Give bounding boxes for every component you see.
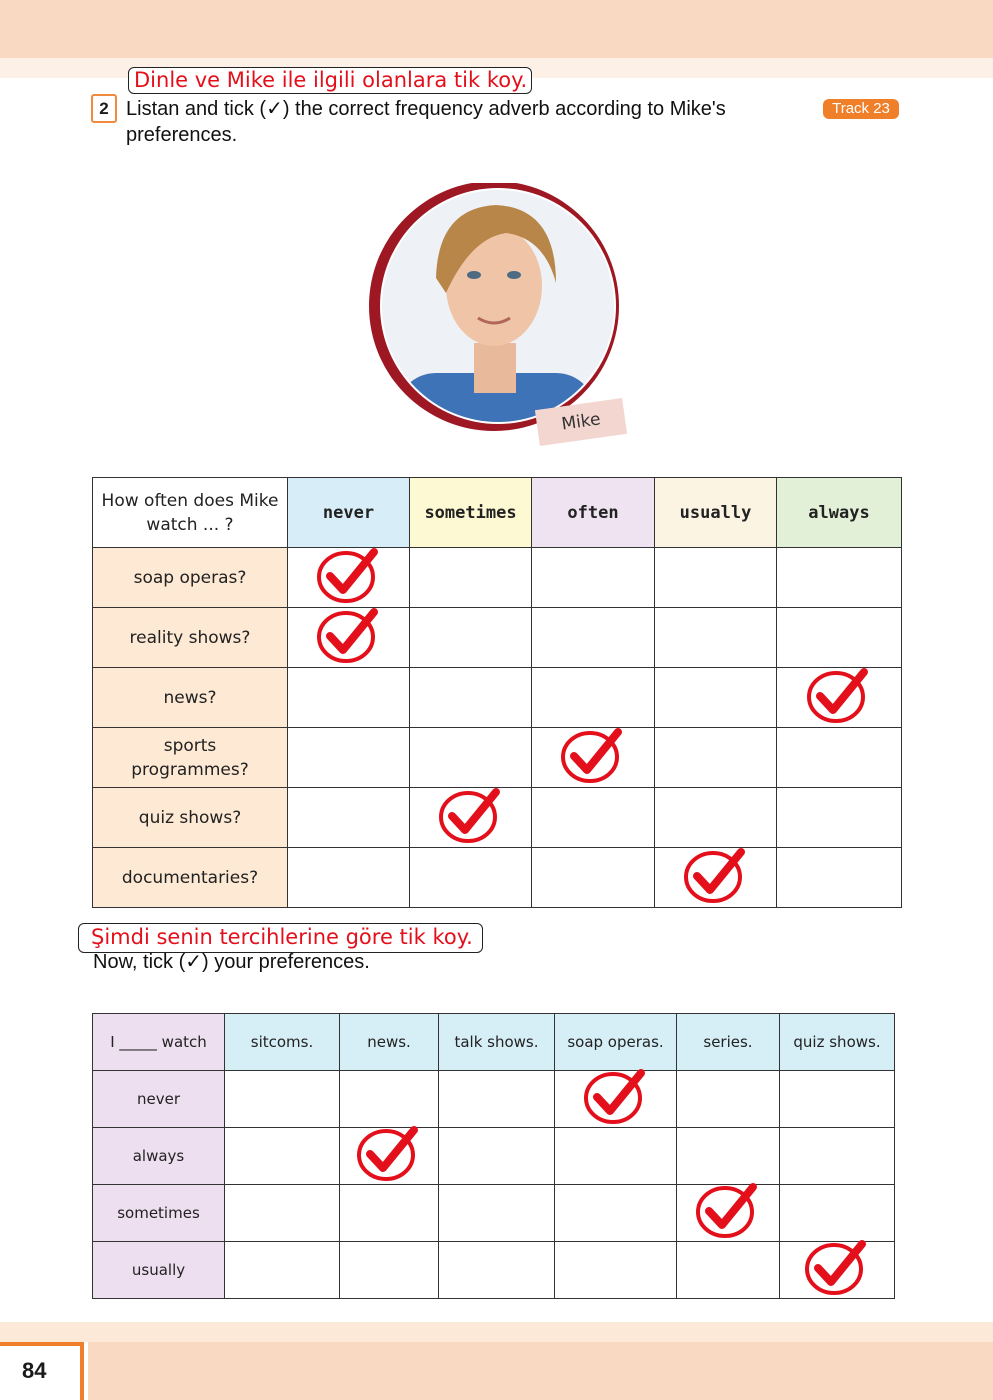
row-label: quiz shows?	[93, 788, 288, 848]
tick-mark	[806, 666, 872, 724]
row-label: soap operas?	[93, 548, 288, 608]
table-row	[93, 1071, 895, 1128]
column-header: sometimes	[410, 478, 532, 548]
top-band	[0, 0, 993, 58]
check-mark-icon	[804, 1238, 870, 1296]
answer-cell[interactable]	[655, 548, 777, 608]
answer-cell[interactable]	[532, 848, 655, 908]
table-row	[93, 848, 902, 908]
my-preferences-table	[92, 1013, 895, 1299]
column-header: sitcoms.	[225, 1014, 340, 1071]
answer-cell[interactable]	[225, 1128, 340, 1185]
check-mark-icon	[583, 1067, 649, 1125]
table-question: I _____ watch	[93, 1014, 225, 1071]
table-header-row	[93, 1014, 895, 1071]
table-row	[93, 608, 902, 668]
answer-cell[interactable]	[288, 668, 410, 728]
answer-cell[interactable]	[410, 788, 532, 848]
answer-cell[interactable]	[288, 788, 410, 848]
answer-cell[interactable]	[532, 548, 655, 608]
tick-mark	[560, 726, 626, 784]
table-row	[93, 1128, 895, 1185]
tick-mark	[583, 1067, 649, 1125]
answer-cell[interactable]	[410, 668, 532, 728]
answer-cell[interactable]	[655, 788, 777, 848]
bottom-band	[0, 1322, 993, 1342]
answer-cell[interactable]	[555, 1128, 677, 1185]
column-header: quiz shows.	[780, 1014, 895, 1071]
answer-cell[interactable]	[410, 608, 532, 668]
row-label: news?	[93, 668, 288, 728]
mike-frequency-table	[92, 477, 902, 908]
exercise-number: 2	[91, 94, 117, 123]
answer-cell[interactable]	[340, 1128, 439, 1185]
table-row	[93, 1242, 895, 1299]
mike-photo	[366, 183, 626, 433]
answer-cell[interactable]	[532, 608, 655, 668]
answer-cell[interactable]	[777, 788, 902, 848]
column-header: usually	[655, 478, 777, 548]
name-tag: Mike	[535, 398, 627, 446]
tick-mark	[695, 1181, 761, 1239]
translation-box-1: Dinle ve Mike ile ilgili olanlara tik koy.	[128, 67, 532, 94]
answer-cell[interactable]	[555, 1071, 677, 1128]
answer-cell[interactable]	[288, 608, 410, 668]
row-label: always	[93, 1128, 225, 1185]
answer-cell[interactable]	[655, 608, 777, 668]
column-header: news.	[340, 1014, 439, 1071]
tick-mark	[683, 846, 749, 904]
answer-cell[interactable]	[532, 728, 655, 788]
tick-mark	[356, 1124, 422, 1182]
answer-cell[interactable]	[677, 1128, 780, 1185]
track-badge[interactable]: Track 23	[823, 99, 899, 119]
answer-cell[interactable]	[288, 848, 410, 908]
answer-cell[interactable]	[532, 788, 655, 848]
row-label: usually	[93, 1242, 225, 1299]
check-mark-icon	[560, 726, 626, 784]
check-mark-icon	[695, 1181, 761, 1239]
bottom-band-strip	[88, 1342, 993, 1400]
column-header: talk shows.	[439, 1014, 555, 1071]
answer-cell[interactable]	[225, 1242, 340, 1299]
page-number: 84	[0, 1342, 84, 1400]
column-header: soap operas.	[555, 1014, 677, 1071]
check-mark-icon	[316, 606, 382, 664]
answer-cell[interactable]	[780, 1242, 895, 1299]
answer-cell[interactable]	[777, 608, 902, 668]
row-label: sometimes	[93, 1185, 225, 1242]
table-header-row	[93, 478, 902, 548]
answer-cell[interactable]	[340, 1242, 439, 1299]
answer-cell[interactable]	[780, 1128, 895, 1185]
answer-cell[interactable]	[655, 848, 777, 908]
answer-cell[interactable]	[780, 1185, 895, 1242]
tick-mark	[316, 606, 382, 664]
row-label: sports programmes?	[93, 728, 288, 788]
answer-cell[interactable]	[555, 1185, 677, 1242]
answer-cell[interactable]	[777, 548, 902, 608]
tick-mark	[438, 786, 504, 844]
tick-mark	[804, 1238, 870, 1296]
check-mark-icon	[806, 666, 872, 724]
table-row	[93, 548, 902, 608]
table-row	[93, 668, 902, 728]
column-header: never	[288, 478, 410, 548]
answer-cell[interactable]	[340, 1185, 439, 1242]
answer-cell[interactable]	[288, 548, 410, 608]
answer-cell[interactable]	[410, 548, 532, 608]
row-label: never	[93, 1071, 225, 1128]
answer-cell[interactable]	[780, 1071, 895, 1128]
column-header: often	[532, 478, 655, 548]
answer-cell[interactable]	[777, 668, 902, 728]
now-instruction: Now, tick (✓) your preferences.	[93, 951, 370, 973]
table-row	[93, 728, 902, 788]
check-mark-icon	[356, 1124, 422, 1182]
answer-cell[interactable]	[410, 848, 532, 908]
answer-cell[interactable]	[655, 728, 777, 788]
exercise-instruction: Listan and tick (✓) the correct frequency adverb according to Mike's preferences.	[126, 98, 726, 146]
translation-box-2: Şimdi senin tercihlerine göre tik koy.	[78, 923, 483, 953]
answer-cell[interactable]	[532, 668, 655, 728]
answer-cell[interactable]	[655, 668, 777, 728]
row-label: documentaries?	[93, 848, 288, 908]
check-mark-icon	[438, 786, 504, 844]
tick-mark	[316, 546, 382, 604]
column-header: series.	[677, 1014, 780, 1071]
table-question: How often does Mike watch ... ?	[93, 478, 288, 548]
answer-cell[interactable]	[439, 1071, 555, 1128]
answer-cell[interactable]	[677, 1185, 780, 1242]
row-label: reality shows?	[93, 608, 288, 668]
answer-cell[interactable]	[555, 1242, 677, 1299]
answer-cell[interactable]	[439, 1185, 555, 1242]
column-header: always	[777, 478, 902, 548]
answer-cell[interactable]	[677, 1071, 780, 1128]
check-mark-icon	[683, 846, 749, 904]
answer-cell[interactable]	[340, 1071, 439, 1128]
answer-cell[interactable]	[225, 1071, 340, 1128]
check-mark-icon	[316, 546, 382, 604]
answer-cell[interactable]	[288, 728, 410, 788]
table-row	[93, 1185, 895, 1242]
answer-cell[interactable]	[439, 1242, 555, 1299]
answer-cell[interactable]	[677, 1242, 780, 1299]
answer-cell[interactable]	[777, 848, 902, 908]
table-row	[93, 788, 902, 848]
answer-cell[interactable]	[439, 1128, 555, 1185]
answer-cell[interactable]	[777, 728, 902, 788]
answer-cell[interactable]	[410, 728, 532, 788]
answer-cell[interactable]	[225, 1185, 340, 1242]
